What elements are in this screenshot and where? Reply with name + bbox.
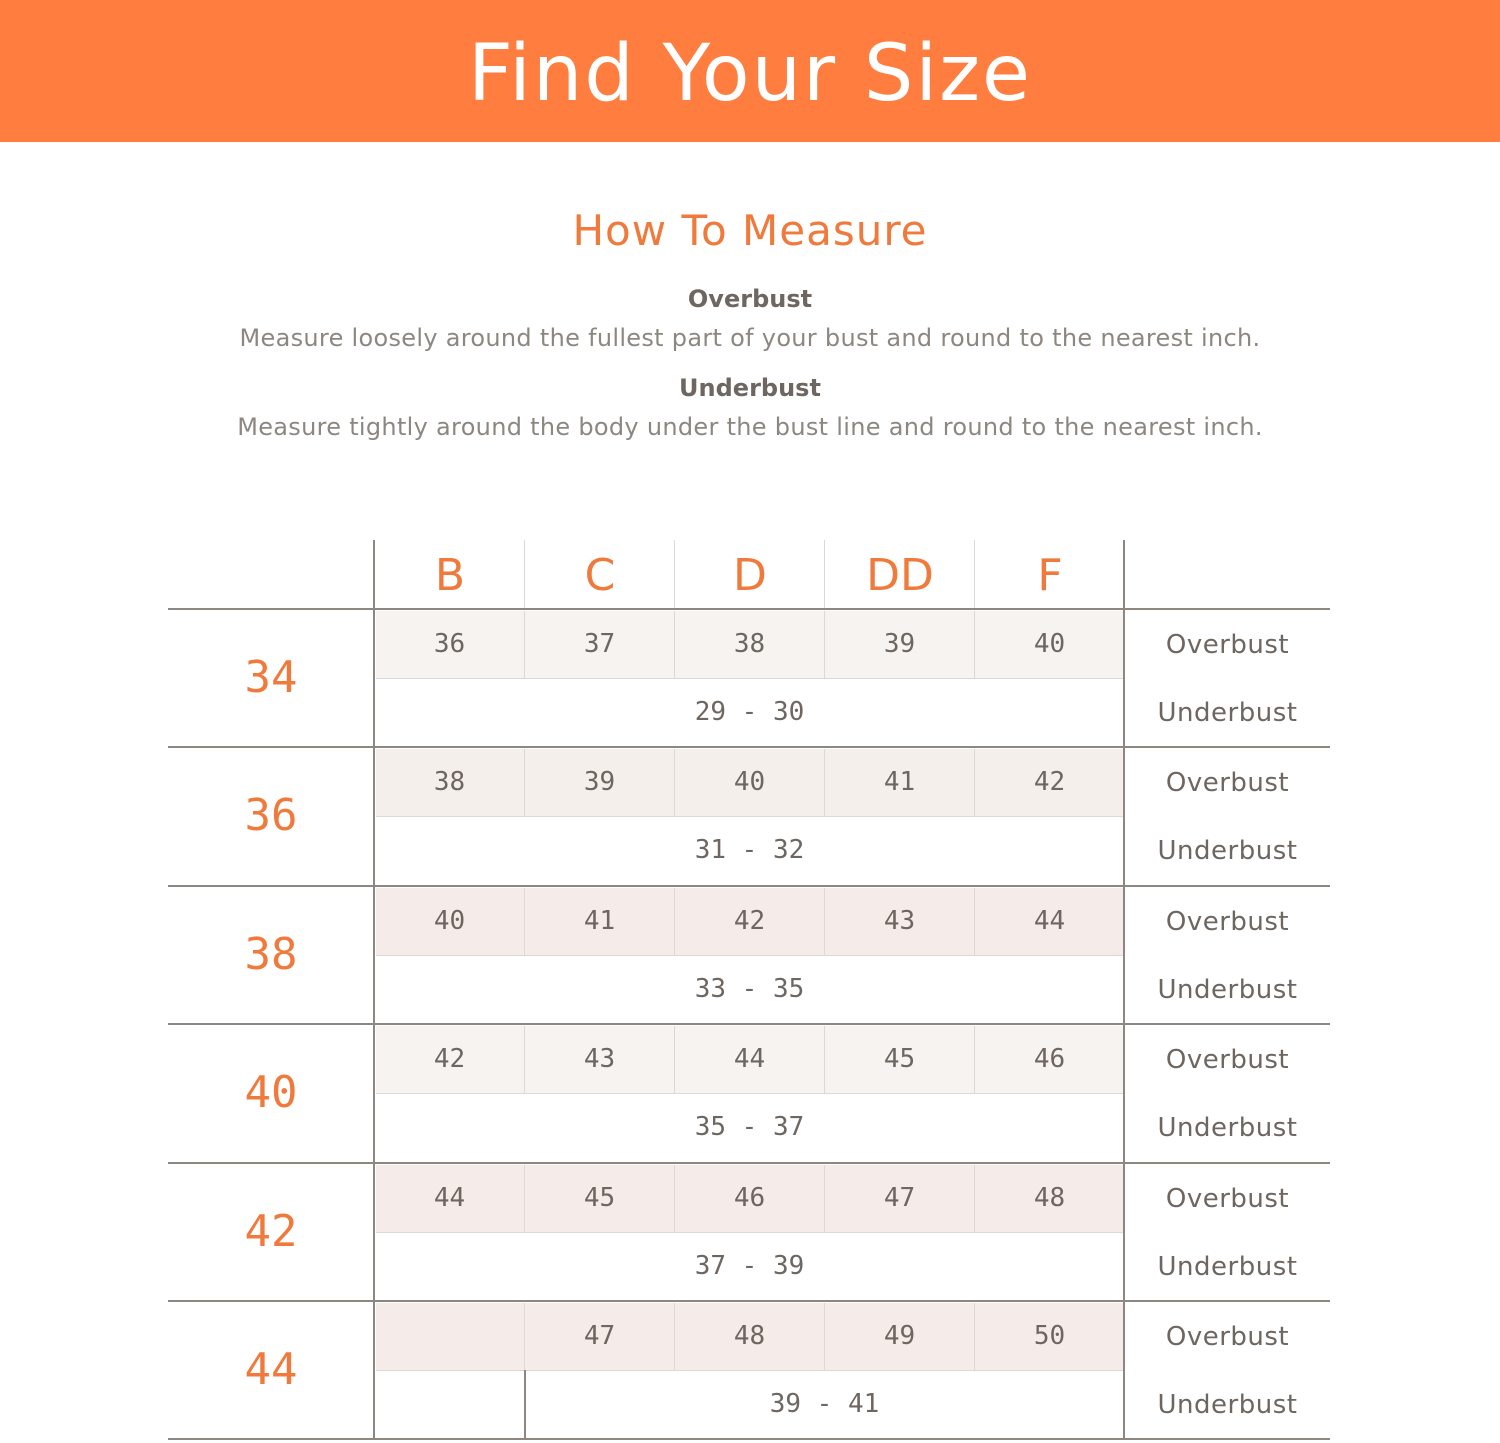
overbust-value: 42 (1033, 767, 1066, 797)
overbust-value: 40 (433, 906, 466, 936)
overbust-value: 47 (883, 1183, 916, 1213)
underbust-range: 39 - 41 (769, 1389, 880, 1419)
label-column-rule (1123, 540, 1125, 1440)
overbust-value: 45 (583, 1183, 616, 1213)
underbust-label: Underbust (1157, 836, 1298, 866)
overbust-value: 40 (733, 767, 766, 797)
page-title: Find Your Size (467, 29, 1033, 119)
underbust-range: 29 - 30 (694, 697, 805, 727)
underbust-label: Underbust (1157, 1252, 1298, 1282)
overbust-value: 39 (583, 767, 616, 797)
header-divider (674, 540, 675, 609)
underbust-range: 33 - 35 (694, 974, 805, 1004)
band-size-44: 44 (244, 1344, 298, 1395)
underbust-range: 31 - 32 (694, 835, 805, 865)
overbust-value: 44 (1033, 906, 1066, 936)
band-size-38: 38 (244, 929, 298, 980)
header-divider (524, 540, 525, 609)
underbust-range: 35 - 37 (694, 1112, 805, 1142)
overbust-label: Overbust (1165, 1045, 1290, 1075)
cup-header-b: B (434, 550, 466, 601)
row-rule (168, 1438, 1330, 1440)
overbust-label: Overbust (1165, 768, 1290, 798)
header-divider (824, 540, 825, 609)
cup-header-dd: DD (866, 550, 934, 601)
overbust-value: 41 (883, 767, 916, 797)
band-size-34: 34 (244, 652, 298, 703)
underbust-label: Underbust (1157, 698, 1298, 728)
overbust-value: 43 (883, 906, 916, 936)
overbust-value: 48 (1033, 1183, 1066, 1213)
underbust-label: Underbust (1157, 975, 1298, 1005)
overbust-value: 46 (1033, 1044, 1066, 1074)
overbust-value: 42 (433, 1044, 466, 1074)
band-size-42: 42 (244, 1206, 298, 1257)
underbust-label: Underbust (1157, 1113, 1298, 1143)
overbust-value: 39 (883, 629, 916, 659)
overbust-value: 38 (433, 767, 466, 797)
overbust-label: Overbust (1165, 1184, 1290, 1214)
overbust-value: 49 (883, 1321, 916, 1351)
cup-header-f: F (1037, 550, 1063, 601)
overbust-label: Overbust (1165, 630, 1290, 660)
overbust-instructions: Measure loosely around the fullest part of your bust and round to the nearest inch. (239, 324, 1261, 352)
header-banner (0, 0, 1500, 142)
underbust-heading: Underbust (679, 374, 821, 402)
cup-header-c: C (584, 550, 616, 601)
overbust-label: Overbust (1165, 907, 1290, 937)
how-to-measure-title: How To Measure (572, 206, 928, 255)
header-divider (974, 540, 975, 609)
overbust-value (375, 1302, 524, 1370)
overbust-value: 45 (883, 1044, 916, 1074)
band-size-36: 36 (244, 790, 298, 841)
overbust-value: 43 (583, 1044, 616, 1074)
underbust-range: 37 - 39 (694, 1251, 805, 1281)
cup-header-d: D (733, 550, 767, 601)
overbust-value: 44 (733, 1044, 766, 1074)
overbust-value: 42 (733, 906, 766, 936)
overbust-value: 36 (433, 629, 466, 659)
overbust-value: 38 (733, 629, 766, 659)
overbust-heading: Overbust (687, 285, 813, 313)
overbust-value: 40 (1033, 629, 1066, 659)
overbust-value: 50 (1033, 1321, 1066, 1351)
overbust-value: 46 (733, 1183, 766, 1213)
band-size-40: 40 (244, 1067, 298, 1118)
overbust-value: 47 (583, 1321, 616, 1351)
band-column-rule (373, 540, 375, 1440)
overbust-value: 37 (583, 629, 616, 659)
overbust-value: 44 (433, 1183, 466, 1213)
underbust-label: Underbust (1157, 1390, 1298, 1420)
overbust-value: 48 (733, 1321, 766, 1351)
header-rule (168, 608, 1330, 610)
underbust-instructions: Measure tightly around the body under the bust line and round to the nearest inch. (237, 413, 1263, 441)
overbust-value: 41 (583, 906, 616, 936)
overbust-label: Overbust (1165, 1322, 1290, 1352)
